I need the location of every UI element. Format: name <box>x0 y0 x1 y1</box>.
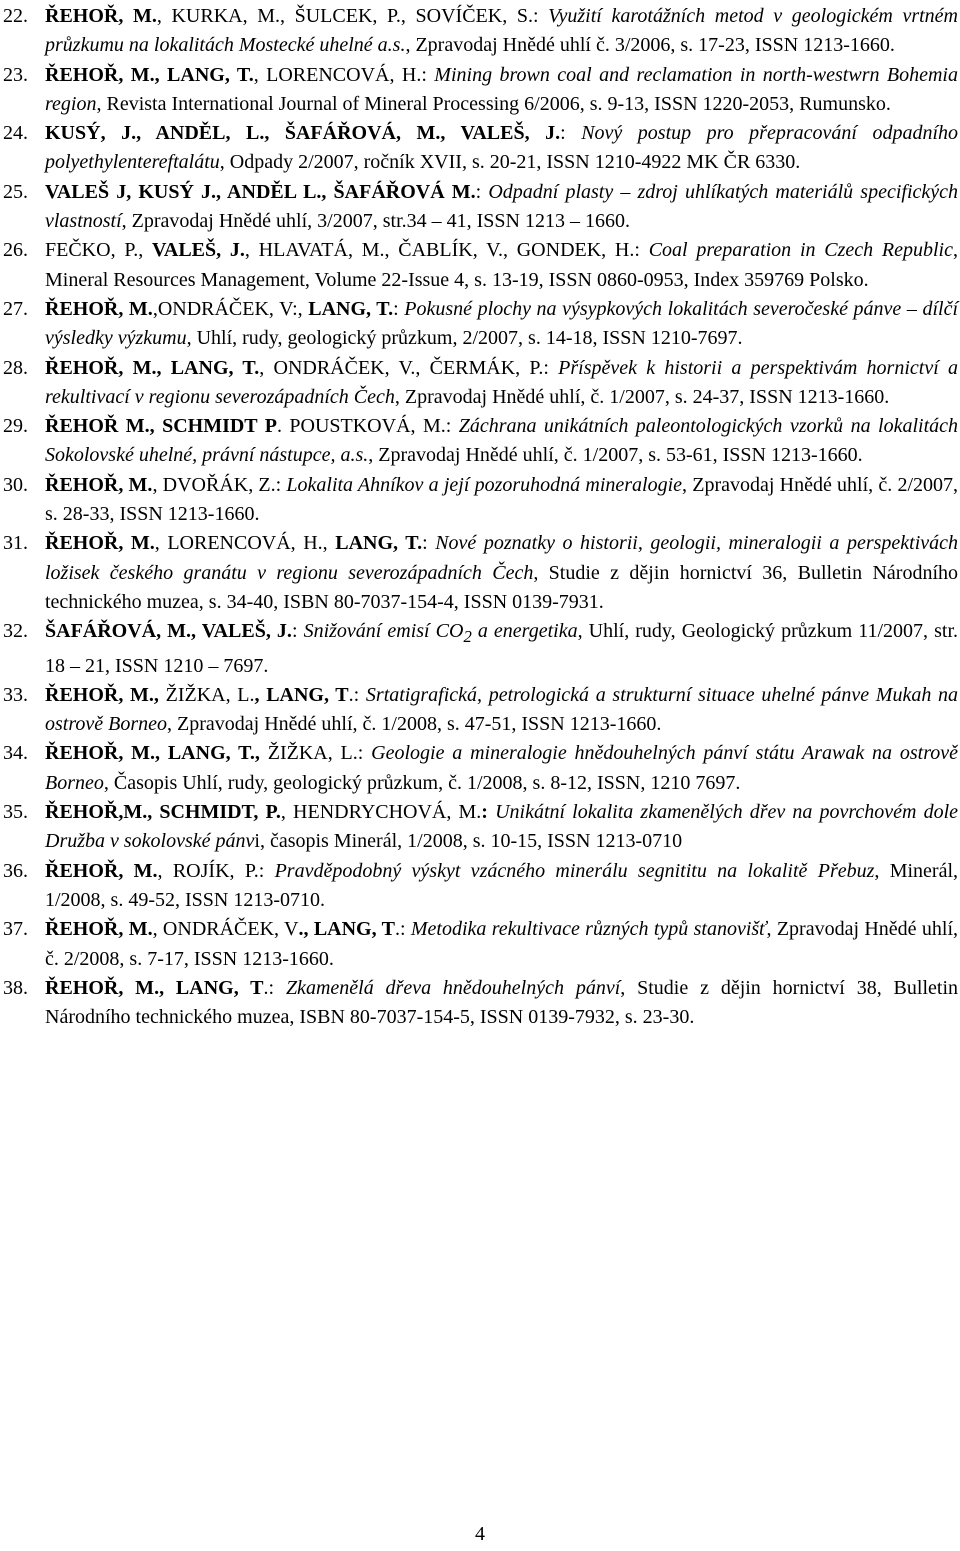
reference-text <box>45 357 958 408</box>
reference-author-bold: ŘEHOŘ, M. <box>45 473 153 496</box>
reference-author-bold: ŘEHOŘ, M., LANG, T. <box>45 356 260 379</box>
reference-segment: , ONDRÁČEK, V., ČERMÁK, P.: <box>259 356 559 379</box>
reference-author-bold: ŘEHOŘ, M., LANG, T. <box>45 63 254 86</box>
reference-text <box>45 239 958 290</box>
reference-text <box>45 860 958 911</box>
reference-text <box>45 532 958 613</box>
reference-number: 34. <box>3 742 28 765</box>
reference-number: 36. <box>3 859 28 882</box>
reference-title: Využití karotážních metod v geologickém vrtném průzkumu na lokalitách Mostecké uhelné a.s. <box>45 5 959 57</box>
reference-segment: . POUSTKOVÁ, M.: <box>276 415 459 438</box>
reference-item <box>0 412 960 471</box>
reference-item <box>0 61 960 120</box>
reference-number: 25. <box>3 180 28 203</box>
reference-segment: : <box>475 180 489 203</box>
reference-segment: .: <box>263 976 286 999</box>
reference-title: Záchrana unikátních paleontologických vzorků na lokalitách Sokolovské uhelné, právní nástupce, a.s. <box>45 415 959 467</box>
reference-text <box>45 64 958 115</box>
reference-title: Lokalita Ahníkov a její pozoruhodná mineralogie <box>286 473 683 496</box>
reference-number: 30. <box>3 473 28 496</box>
reference-segment: , KURKA, M., ŠULCEK, P., SOVÍČEK, S.: <box>156 5 549 27</box>
reference-number: 38. <box>3 976 28 999</box>
reference-text <box>45 415 958 466</box>
reference-author-bold: VALEŠ J, KUSÝ J., ANDĚL L., ŠAFÁŘOVÁ M. <box>45 180 476 203</box>
reference-segment: , Odpady 2/2007, ročník XVII, s. 20-21, ISSN 1210-4922 MK ČR 6330. <box>219 151 801 174</box>
reference-title: Odpadní plasty – zdroj uhlíkatých materiálů specifických vlastností <box>45 180 959 233</box>
reference-item <box>0 236 960 295</box>
reference-number: 32. <box>3 620 28 643</box>
reference-segment: , Mineral Resources Management, Volume 22-Issue 4, s. 13-19, ISSN 0860-0953, Index 359769 Polsko. <box>45 239 958 291</box>
reference-number: 26. <box>3 239 28 262</box>
reference-segment: , LORENCOVÁ, H.: <box>253 63 435 86</box>
reference-title: Zkamenělá dřeva hnědouhelných pánví <box>285 976 621 999</box>
reference-title: Nový postup pro přepracování odpadního polyethylentereftalátu <box>45 122 958 174</box>
reference-author-bold: ŘEHOŘ, M., LANG, T., <box>45 742 268 765</box>
reference-segment: , LORENCOVÁ, H., <box>154 532 336 555</box>
reference-segment: , Zpravodaj Hnědé uhlí, č. 1/2008, s. 47-51, ISSN 1213-1660. <box>167 713 662 736</box>
reference-segment: , Minerál, 1/2008, s. 49-52, ISSN 1213-0710. <box>45 859 959 911</box>
reference-segment: , Zpravodaj Hnědé uhlí, č. 2/2007, s. 28-33, ISSN 1213-1660. <box>45 473 958 526</box>
reference-segment: , Uhlí, rudy, geologický průzkum, 2/2007, s. 14-18, ISSN 1210-7697. <box>186 327 743 350</box>
reference-author-bold: ., LANG, T <box>298 918 395 941</box>
reference-segment: , Uhlí, rudy, Geologický průzkum 11/2007, str. 18 – 21, ISSN 1210 – 7697. <box>45 620 958 677</box>
reference-segment: , Zpravodaj Hnědé uhlí č. 3/2006, s. 17-23, ISSN 1213-1660. <box>405 34 895 57</box>
reference-author-bold: ŠAFÁŘOVÁ, M., VALEŠ, J. <box>45 620 292 643</box>
reference-segment: , Zpravodaj Hnědé uhlí, 3/2007, str.34 – 41, ISSN 1213 – 1660. <box>121 210 630 233</box>
reference-segment: , Revista International Journal of Mineral Processing 6/2006, s. 9-13, ISSN 1220-2053, Rumunsko. <box>96 92 891 115</box>
reference-author-bold: , LANG, T <box>254 683 349 706</box>
reference-text <box>45 684 958 735</box>
reference-text <box>45 181 958 232</box>
reference-title: Nové poznatky o historii, geologii, mineralogii a perspektivách ložisek českého granátu v regionu severozápadních Čech <box>45 532 959 584</box>
reference-segment: , <box>138 239 153 262</box>
reference-segment: , HLAVATÁ, M., ČABLÍK, V., GONDEK, H.: <box>244 239 649 262</box>
reference-segment: , Zpravodaj Hnědé uhlí, č. 1/2007, s. 53-61, ISSN 1213-1660. <box>368 444 863 467</box>
reference-item <box>0 471 960 530</box>
reference-item <box>0 617 960 681</box>
reference-segment: ,ONDRÁČEK, V:, <box>152 297 309 320</box>
document-page <box>0 2 960 1032</box>
reference-number: 33. <box>3 683 28 706</box>
reference-segment: , Zpravodaj Hnědé uhlí, č. 2/2008, s. 7-17, ISSN 1213-1660. <box>45 918 959 970</box>
reference-segment: i, časopis Minerál, 1/2008, s. 10-15, ISSN 1213-0710 <box>254 830 683 853</box>
reference-author-bold: ŘEHOŘ,M., SCHMIDT, P. <box>45 801 281 824</box>
reference-segment: : <box>560 122 582 145</box>
reference-list <box>0 2 960 1032</box>
reference-title: Snižování emisí CO <box>303 620 464 643</box>
reference-author-bold: : <box>481 801 488 824</box>
reference-title: Pokusné plochy na výsypkových lokalitách severočeské pánve – dílčí výsledky výzkumu <box>45 297 959 350</box>
reference-number: 28. <box>3 356 28 379</box>
reference-number: 27. <box>3 297 28 320</box>
reference-segment: , Studie z dějin hornictví 36, Bulletin Národního technického muzea, s. 34-40, ISBN 80-7037-154-4, ISSN 0139-7931. <box>45 561 958 613</box>
reference-title: Pravděpodobný výskyt vzácného minerálu segnititu na lokalitě Přebuz <box>274 859 875 882</box>
reference-item <box>0 857 960 916</box>
reference-segment: , Studie z dějin hornictví 38, Bulletin Národního technického muzea, ISBN 80-7037-154-5, ISSN 0139-7932, s. 23-30. <box>45 976 958 1029</box>
reference-segment: , ONDRÁČEK, V <box>152 918 299 941</box>
reference-segment: , Zpravodaj Hnědé uhlí, č. 1/2007, s. 24-37, ISSN 1213-1660. <box>394 385 890 408</box>
reference-title: Metodika rekultivace různých typů stanovišť <box>410 918 767 941</box>
reference-subscript: 2 <box>463 627 472 647</box>
reference-segment: : <box>393 297 405 320</box>
reference-segment: : <box>291 620 304 643</box>
reference-author-bold: LANG, T. <box>335 532 423 555</box>
reference-segment: , DVOŘÁK, Z.: <box>152 473 287 496</box>
reference-number: 29. <box>3 415 28 438</box>
reference-title: Unikátní lokalita zkamenělých dřev na povrchovém dole Družba v sokolovské pánv <box>45 801 959 853</box>
reference-segment: , Časopis Uhlí, rudy, geologický průzkum, č. 1/2008, s. 8-12, ISSN, 1210 7697. <box>103 771 741 794</box>
reference-title: Srtatigrafická, petrologická a strukturní situace uhelné pánve Mukah na ostrově Borneo <box>45 683 959 736</box>
reference-item <box>0 974 960 1033</box>
reference-author-bold: ŘEHOŘ, M. <box>45 859 158 882</box>
reference-segment: .: <box>348 683 366 706</box>
page-number: 4 <box>475 1523 485 1545</box>
reference-segment: : <box>422 532 436 555</box>
reference-segment <box>488 801 495 823</box>
reference-number: 23. <box>3 63 28 86</box>
reference-segment: ŽIŽKA, L.: <box>267 742 372 765</box>
reference-author-bold: ŘEHOŘ M., SCHMIDT P <box>45 415 277 438</box>
reference-title: Geologie a mineralogie hnědouhelných pánví státu Arawak na ostrově Borneo <box>45 742 958 794</box>
reference-author-bold: ŘEHOŘ, M., LANG, T <box>45 976 264 999</box>
reference-item <box>0 798 960 857</box>
reference-author-bold: ŘEHOŘ, M. <box>45 918 153 941</box>
reference-number: 24. <box>3 122 28 145</box>
reference-text <box>45 918 958 969</box>
reference-title: Příspěvek k historii a perspektivám hornictví a rekultivací v regionu severozápadních Čech <box>45 356 959 408</box>
reference-segment: .: <box>394 918 411 941</box>
reference-item <box>0 354 960 413</box>
reference-author-bold: LANG, T. <box>308 297 394 320</box>
reference-text <box>45 801 958 852</box>
reference-author-bold: KUSÝ, J., ANDĚL, L., ŠAFÁŘOVÁ, M., VALEŠ, J. <box>45 122 561 145</box>
reference-title: a energetika <box>471 620 578 643</box>
reference-text <box>45 298 958 349</box>
reference-item <box>0 681 960 740</box>
reference-number: 37. <box>3 918 28 941</box>
reference-item <box>0 2 960 61</box>
reference-author-bold: ŘEHOŘ, M., <box>45 683 166 706</box>
reference-number: 31. <box>3 532 28 555</box>
reference-item <box>0 119 960 178</box>
reference-author-bold: VALEŠ, J. <box>152 239 245 262</box>
reference-text <box>45 977 958 1028</box>
reference-text <box>45 474 958 525</box>
reference-title: Mining brown coal and reclamation in north-westwrn Bohemia region <box>45 63 958 115</box>
reference-number: 22. <box>3 5 28 27</box>
reference-segment: , ROJÍK, P.: <box>157 859 275 882</box>
reference-item <box>0 295 960 354</box>
reference-item <box>0 739 960 798</box>
reference-segment: , HENDRYCHOVÁ, M. <box>280 801 482 824</box>
reference-segment: ŽIŽKA, L. <box>165 683 255 706</box>
reference-text <box>45 742 958 793</box>
reference-item <box>0 529 960 617</box>
reference-title: Coal preparation in Czech Republic <box>648 239 953 262</box>
reference-number: 35. <box>3 801 28 824</box>
reference-text <box>45 620 958 676</box>
reference-author-bold: ŘEHOŘ, M. <box>45 5 157 27</box>
reference-segment: FEČKO, P. <box>45 239 139 262</box>
reference-author-bold: ŘEHOŘ, M. <box>45 297 153 320</box>
reference-item <box>0 915 960 974</box>
reference-text <box>45 5 958 56</box>
reference-author-bold: ŘEHOŘ, M. <box>45 532 155 555</box>
reference-text <box>45 122 958 173</box>
reference-item <box>0 178 960 237</box>
